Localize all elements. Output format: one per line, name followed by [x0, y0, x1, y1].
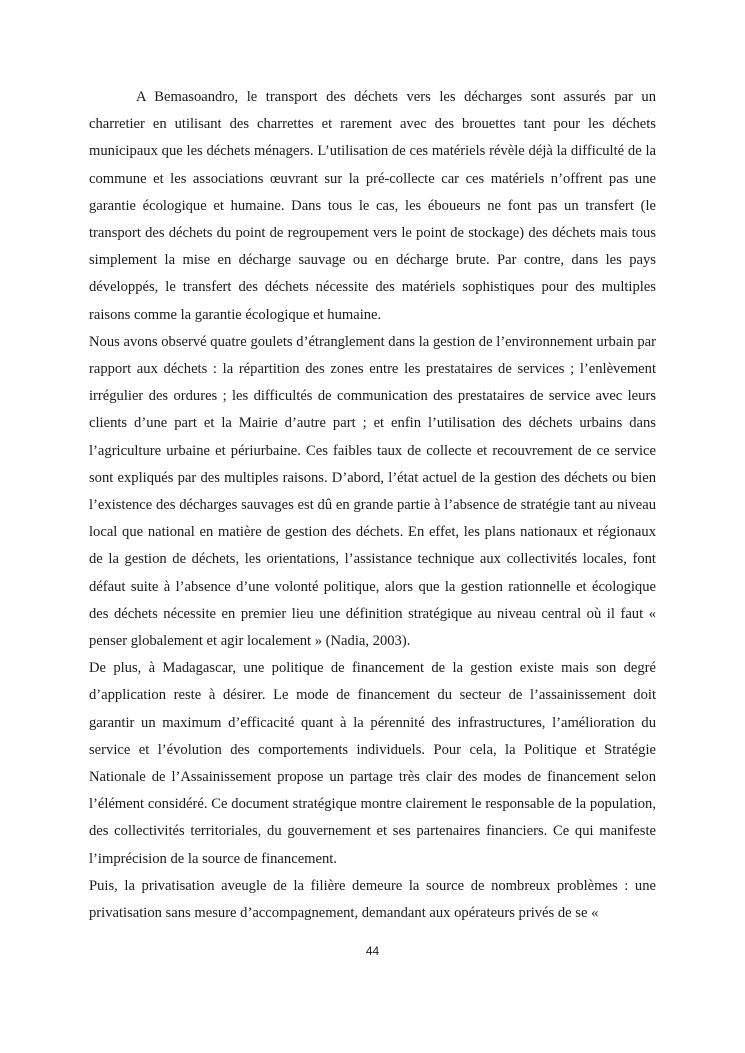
paragraph-transport: A Bemasoandro, le transport des déchets vers les décharges sont assurés par un charretier en utilisant des charrettes et rarement avec des brouettes tant pour les déchets municipaux que les déchets ménagers. L’utilisation de ces matériels révèle déjà la difficulté de la commune et les associations œuvrant sur la pré-collecte car ces matériels n’offrent pas une garantie écologique et humaine. Dans tous le cas, les éboueurs ne font pas un transfert (le transport des déchets du point de regroupement vers le point de stockage) des déchets mais tous simplement la mise en décharge sauvage ou en décharge brute. Par contre, dans les pays développés, le transfert des déchets nécessite des matériels sophistiques pour des multiples raisons comme la garantie écologique et humaine. [89, 89, 656, 323]
page-number: 44 [365, 944, 380, 958]
body-text [89, 84, 656, 927]
paragraph-privatisation: Puis, la privatisation aveugle de la filière demeure la source de nombreux problèmes : une privatisation sans mesure d’accompagnement, demandant aux opérateurs privés de se « [89, 877, 656, 922]
paragraph-financement: De plus, à Madagascar, une politique de financement de la gestion existe mais son degré d’application reste à désirer. Le mode de financement du secteur de l’assainissement doit garantir un maximum d’efficacité quant à la pérennité des infrastructures, l’amélioration du service et l’évolution des comportements individuels. Pour cela, la Politique et Stratégie Nationale de l’Assainissement propose un partage très clair des modes de financement selon l’élément considéré. Ce document stratégique montre clairement le responsable de la population, des collectivités territoriales, du gouvernement et ses partenaires financiers. Ce qui manifeste l’imprécision de la source de financement. [89, 660, 656, 867]
paragraph-goulets: Nous avons observé quatre goulets d’étranglement dans la gestion de l’environnement urbain par rapport aux déchets : la répartition des zones entre les prestataires de services ; l’enlèvement irrégulier des ordures ; les difficultés de communication des prestataires de service avec leurs clients d’une part et la Mairie d’autre part ; et enfin l’utilisation des déchets urbains dans l’agriculture urbaine et périurbaine. Ces faibles taux de collecte et recouvrement de ce service sont expliqués par des multiples raisons. D’abord, l’état actuel de la gestion des déchets ou bien l’existence des décharges sauvages est dû en grande partie à l’absence de stratégie tant au niveau local que national en matière de gestion des déchets. En effet, les plans nationaux et régionaux de la gestion de déchets, les orientations, l’assistance technique aux collectivités locales, font défaut suite à l’absence d’une volonté politique, alors que la gestion rationnelle et écologique des déchets nécessite en premier lieu une définition stratégique au niveau central où il faut « penser globalement et agir localement » (Nadia, 2003). [89, 333, 656, 650]
